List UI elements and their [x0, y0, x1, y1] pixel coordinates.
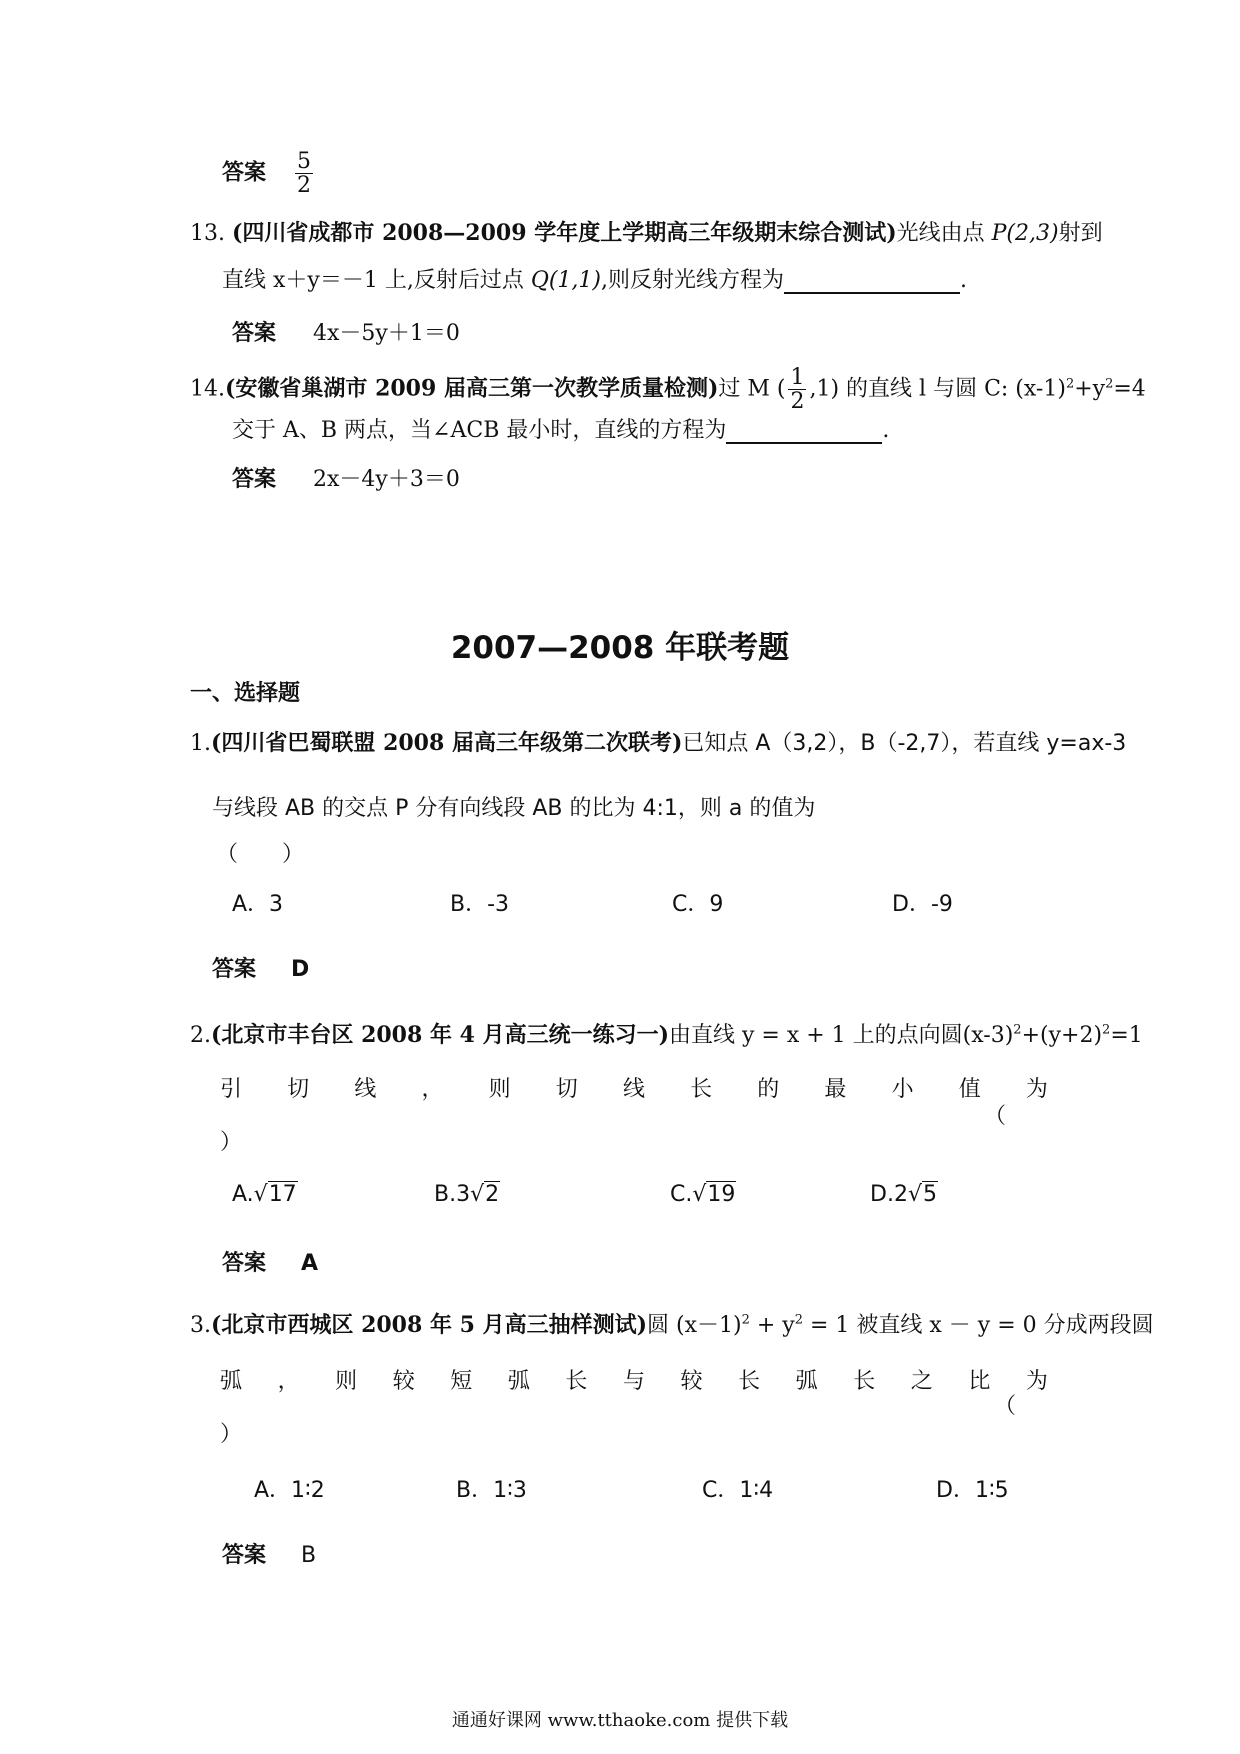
char: 引	[220, 1077, 243, 1102]
char: 最	[824, 1077, 847, 1102]
question-source: (四川省巴蜀联盟 2008 届高三年级第二次联考)	[211, 730, 683, 756]
char: 则	[335, 1369, 358, 1394]
char: 弧	[507, 1369, 530, 1394]
q14-line1	[190, 366, 1146, 413]
answer-label: 答案	[222, 159, 267, 186]
q3-line1	[190, 1312, 1154, 1339]
fraction-denominator: 2	[790, 389, 805, 415]
question-text: +y	[1074, 376, 1106, 402]
char: 长	[690, 1077, 713, 1102]
point-q: Q(1,1)	[530, 268, 602, 293]
char: 与	[622, 1369, 645, 1394]
q3-spread-line	[220, 1364, 1048, 1395]
option-b: B．-3	[450, 892, 510, 917]
char: 为	[1025, 1077, 1048, 1102]
char: ，	[421, 1077, 444, 1102]
answer-label: 答案	[232, 320, 277, 346]
period: .	[960, 268, 968, 293]
option-coef: 2	[893, 1182, 908, 1207]
question-number: 14.	[190, 376, 225, 402]
question-text: 由直线 y = x + 1 上的点向圆(x-3)	[669, 1023, 1014, 1048]
point-p: P(2,3)	[991, 221, 1059, 246]
question-text: = 1 被直线 x － y = 0 分成两段圆	[803, 1313, 1154, 1338]
char: 短	[450, 1369, 473, 1394]
q3-paren-close: ）	[220, 1422, 243, 1447]
radicand: 5	[922, 1182, 937, 1207]
q2-paren-open: （	[984, 1104, 1007, 1129]
question-number: 3.	[190, 1313, 211, 1338]
question-text: + y	[749, 1313, 795, 1338]
answer-label: 答案	[232, 466, 277, 492]
option-prefix: A.	[232, 1182, 254, 1207]
q1-answer	[212, 956, 309, 983]
radicand: 17	[268, 1182, 297, 1207]
char: 切	[555, 1077, 578, 1102]
q13-answer	[232, 320, 460, 347]
option-c: C．9	[672, 892, 724, 917]
q1-paren: （ ）	[216, 842, 305, 867]
char: 较	[680, 1369, 703, 1394]
fraction-denominator: 2	[297, 173, 312, 199]
option-prefix: C.	[670, 1182, 693, 1207]
question-text: 过 M (	[718, 376, 786, 402]
q2-paren-close: ）	[220, 1130, 243, 1155]
q3-answer	[222, 1542, 316, 1569]
question-text: 射到	[1058, 221, 1103, 246]
question-text: +(y+2)	[1021, 1023, 1103, 1048]
fraction-numerator: 1	[790, 365, 805, 390]
question-number: 2.	[190, 1023, 211, 1048]
question-text: 交于 A、B 两点，当∠ACB 最小时，直线的方程为	[232, 418, 727, 443]
exponent: 2	[1065, 376, 1075, 392]
point-m-fraction	[788, 366, 806, 413]
char: 较	[392, 1369, 415, 1394]
char: 值	[958, 1077, 981, 1102]
option-d: D.2√5	[870, 1182, 937, 1207]
char: 长	[738, 1369, 761, 1394]
q13-line2	[222, 268, 967, 294]
radicand: 19	[707, 1182, 736, 1207]
exponent: 2	[794, 1312, 803, 1328]
char: 弧	[795, 1369, 818, 1394]
char: 比	[968, 1369, 991, 1394]
answer-blank	[726, 420, 882, 444]
answer-label: 答案	[222, 1542, 267, 1568]
option-c: C．1∶4	[702, 1478, 774, 1503]
q1-line1	[190, 730, 1126, 757]
q3-paren-open: （	[994, 1394, 1017, 1419]
char: 线	[622, 1077, 645, 1102]
q2-line1	[190, 1022, 1143, 1049]
answer-fraction	[295, 150, 313, 197]
exponent: 2	[1102, 1022, 1111, 1038]
char: 长	[853, 1369, 876, 1394]
option-prefix: B.	[434, 1182, 457, 1207]
question-number: 13.	[190, 221, 225, 246]
answer-value: 4x－5y＋1＝0	[313, 321, 460, 346]
char: 线	[354, 1077, 377, 1102]
exponent: 2	[1105, 376, 1114, 392]
answer-value: A	[301, 1251, 319, 1276]
answer-value: D	[291, 957, 310, 982]
q14-line2	[232, 418, 889, 444]
q2-spread-line	[220, 1072, 1048, 1103]
q13-line1	[190, 220, 1103, 247]
answer-label: 答案	[222, 1250, 267, 1276]
fraction-numerator: 5	[297, 149, 312, 174]
option-a: A．1∶2	[254, 1478, 325, 1503]
period: .	[882, 418, 890, 443]
page-footer: 通通好课网 www.tthaoke.com 提供下载	[451, 1710, 789, 1731]
question-text: ,1) 的直线 l 与圆 C: (x-1)	[809, 376, 1066, 402]
top-answer	[222, 150, 316, 197]
q14-answer	[232, 466, 460, 493]
char: 长	[565, 1369, 588, 1394]
option-b: B．1∶3	[456, 1478, 527, 1503]
question-text: 圆 (x－1)	[647, 1313, 742, 1338]
section-heading: 一、选择题	[190, 680, 301, 706]
option-coef: 3	[456, 1182, 471, 1207]
question-source: (北京市丰台区 2008 年 4 月高三统一练习一)	[211, 1022, 669, 1048]
option-b: B.3√2	[434, 1182, 500, 1207]
char: 弧	[220, 1369, 243, 1394]
option-c: C.√19	[670, 1182, 736, 1207]
option-a: A.√17	[232, 1182, 297, 1207]
answer-value: 2x－4y＋3＝0	[313, 467, 460, 492]
char: 切	[287, 1077, 310, 1102]
question-number: 1.	[190, 731, 211, 756]
answer-value: B	[301, 1543, 317, 1568]
question-text: ,则反射光线方程为	[601, 268, 785, 293]
option-d: D．1∶5	[936, 1478, 1009, 1503]
option-prefix: D.	[870, 1182, 894, 1207]
exponent: 2	[1013, 1022, 1022, 1038]
radicand: 2	[485, 1182, 500, 1207]
question-text: =4	[1113, 376, 1146, 402]
char: 的	[757, 1077, 780, 1102]
question-text: 直线 x＋y＝－1 上,反射后过点	[222, 268, 531, 293]
question-text: 光线由点	[896, 221, 992, 246]
exponent: 2	[741, 1312, 750, 1328]
char: 小	[891, 1077, 914, 1102]
answer-blank	[784, 270, 960, 294]
option-a: A．3	[232, 892, 284, 917]
question-source: (四川省成都市 2008—2009 学年度上学期高三年级期末综合测试)	[232, 220, 897, 246]
question-text: =1	[1110, 1023, 1143, 1048]
question-text: 已知点 A（3,2），B（-2,7），若直线 y=ax-3	[682, 731, 1127, 756]
question-source: (北京市西城区 2008 年 5 月高三抽样测试)	[211, 1312, 647, 1338]
q2-answer	[222, 1250, 318, 1277]
char: 之	[910, 1369, 933, 1394]
answer-label: 答案	[212, 956, 257, 982]
char: 为	[1025, 1369, 1048, 1394]
char: ，	[277, 1369, 300, 1394]
option-d: D．-9	[892, 892, 953, 917]
char: 则	[488, 1077, 511, 1102]
section-title: 2007—2008 年联考题	[450, 630, 790, 666]
q1-line2: 与线段 AB 的交点 P 分有向线段 AB 的比为 4:1，则 a 的值为	[212, 796, 816, 821]
question-source: (安徽省巢湖市 2009 届高三第一次教学质量检测)	[225, 375, 719, 402]
